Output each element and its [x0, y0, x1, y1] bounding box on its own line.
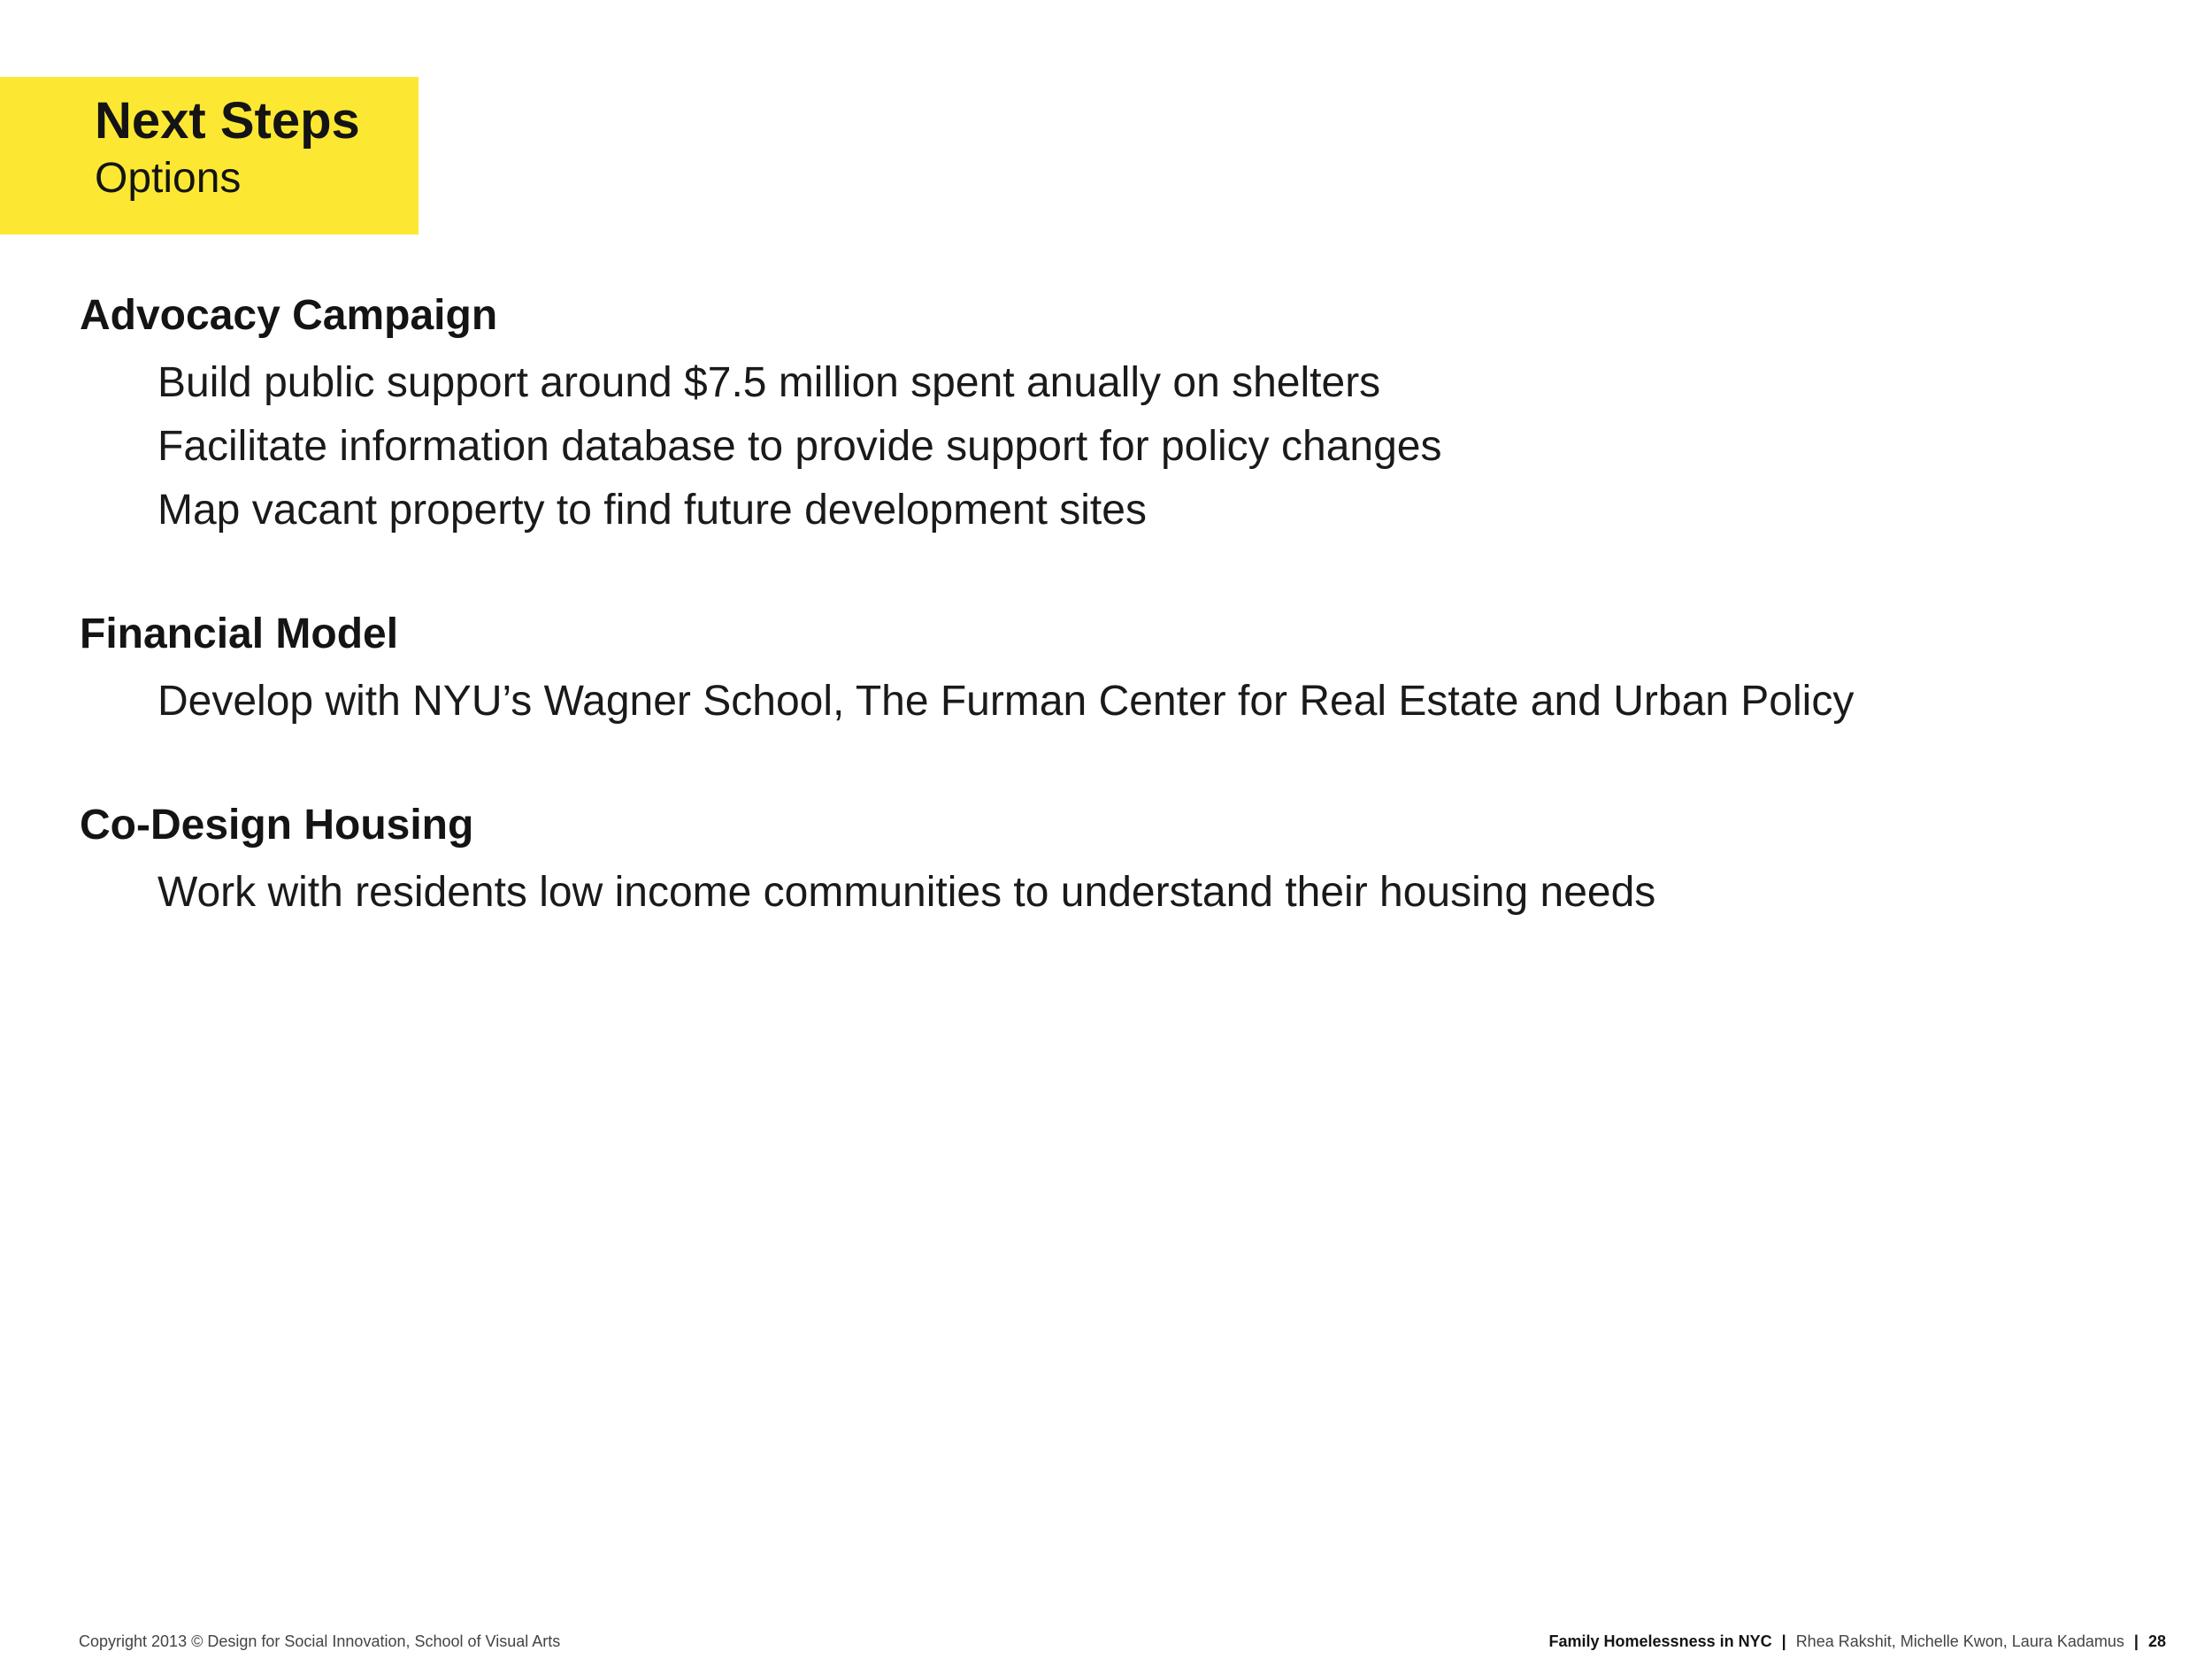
footer-authors: Rhea Rakshit, Michelle Kwon, Laura Kadamus — [1795, 1632, 2124, 1650]
page-subtitle: Options — [95, 155, 242, 202]
section-heading: Co-Design Housing — [80, 802, 474, 849]
section-heading: Advocacy Campaign — [80, 292, 498, 339]
section-item-list — [80, 351, 2185, 542]
list-item: Build public support around $7.5 million spent anually on shelters — [157, 359, 1381, 406]
page-title: Next Steps — [95, 92, 360, 150]
page-number: 28 — [2147, 1632, 2166, 1650]
list-item: Develop with NYU’s Wagner School, The Furman Center for Real Estate and Urban Policy — [157, 678, 1855, 725]
section-heading: Financial Model — [80, 611, 399, 657]
section-advocacy-campaign — [80, 288, 2185, 542]
footer-project-title: Family Homelessness in NYC — [1548, 1632, 1772, 1650]
list-item: Facilitate information database to provide support for policy changes — [157, 423, 1442, 470]
section-co-design-housing — [80, 797, 2185, 925]
footer-copyright: Copyright 2013 © Design for Social Innovation, School of Visual Arts — [79, 1632, 561, 1650]
section-item-list — [80, 670, 2185, 733]
list-item: Map vacant property to find future development sites — [157, 487, 1147, 534]
footer-separator: | — [1781, 1632, 1786, 1650]
section-item-list — [80, 861, 2185, 925]
main-content — [80, 288, 2185, 988]
footer-credits — [1549, 1633, 2167, 1649]
list-item: Work with residents low income communities to understand their housing needs — [157, 869, 1656, 916]
footer-separator: | — [2133, 1632, 2139, 1650]
section-financial-model — [80, 606, 2185, 733]
